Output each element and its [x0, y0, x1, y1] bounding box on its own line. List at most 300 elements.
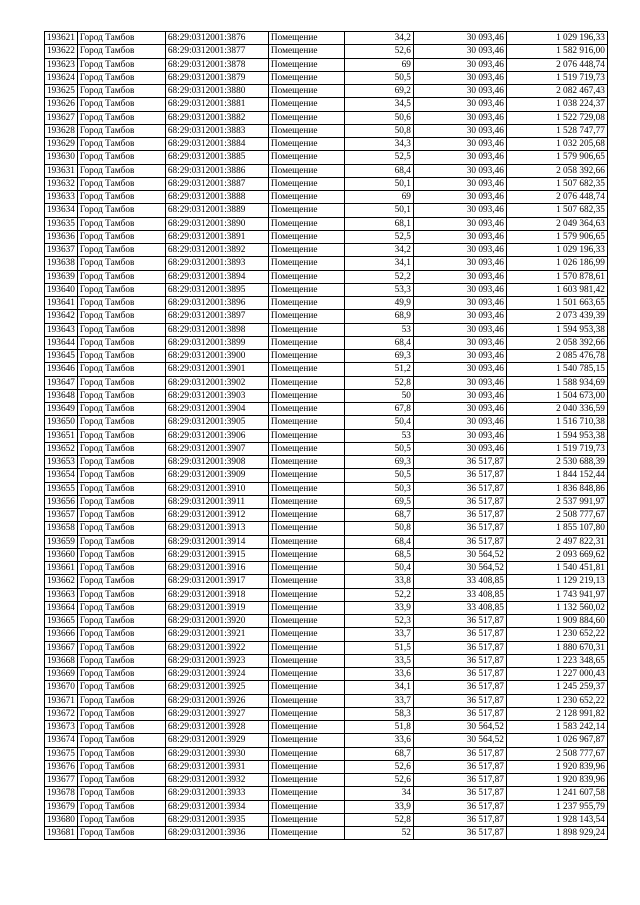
unit-price-cell: 30 564,52: [413, 548, 506, 561]
city-cell: Город Тамбов: [77, 416, 165, 429]
object-type-cell: Помещение: [268, 575, 344, 588]
cadastral-number-cell: 68:29:0312001:3915: [165, 548, 268, 561]
total-value-cell: 1 880 670,31: [506, 641, 607, 654]
object-type-cell: Помещение: [268, 98, 344, 111]
object-type-cell: Помещение: [268, 257, 344, 270]
table-row: [45, 85, 608, 98]
unit-price-cell: 30 093,46: [413, 297, 506, 310]
cadastral-number-cell: 68:29:0312001:3891: [165, 230, 268, 243]
row-number-cell: 193639: [45, 270, 78, 283]
area-cell: 33,7: [344, 628, 413, 641]
object-type-cell: Помещение: [268, 641, 344, 654]
object-type-cell: Помещение: [268, 230, 344, 243]
unit-price-cell: 30 093,46: [413, 363, 506, 376]
table-row: [45, 350, 608, 363]
table-row: [45, 244, 608, 257]
area-cell: 50,5: [344, 469, 413, 482]
city-cell: Город Тамбов: [77, 389, 165, 402]
area-cell: 52,3: [344, 615, 413, 628]
city-cell: Город Тамбов: [77, 535, 165, 548]
property-table: [44, 31, 608, 840]
area-cell: 68,7: [344, 509, 413, 522]
object-type-cell: Помещение: [268, 164, 344, 177]
table-row: [45, 509, 608, 522]
row-number-cell: 193659: [45, 535, 78, 548]
table-row: [45, 601, 608, 614]
city-cell: Город Тамбов: [77, 694, 165, 707]
object-type-cell: Помещение: [268, 58, 344, 71]
area-cell: 68,9: [344, 310, 413, 323]
total-value-cell: 1 594 953,38: [506, 429, 607, 442]
row-number-cell: 193652: [45, 442, 78, 455]
unit-price-cell: 36 517,87: [413, 774, 506, 787]
total-value-cell: 2 508 777,67: [506, 747, 607, 760]
unit-price-cell: 33 408,85: [413, 575, 506, 588]
row-number-cell: 193655: [45, 482, 78, 495]
row-number-cell: 193630: [45, 151, 78, 164]
city-cell: Город Тамбов: [77, 827, 165, 840]
table-row: [45, 416, 608, 429]
table-row: [45, 138, 608, 151]
table-row: [45, 628, 608, 641]
object-type-cell: Помещение: [268, 588, 344, 601]
total-value-cell: 1 579 906,65: [506, 151, 607, 164]
table-body: [45, 32, 608, 840]
cadastral-number-cell: 68:29:0312001:3883: [165, 124, 268, 137]
object-type-cell: Помещение: [268, 747, 344, 760]
unit-price-cell: 30 093,46: [413, 204, 506, 217]
area-cell: 33,6: [344, 668, 413, 681]
table-row: [45, 694, 608, 707]
unit-price-cell: 30 093,46: [413, 336, 506, 349]
area-cell: 34,1: [344, 257, 413, 270]
cadastral-number-cell: 68:29:0312001:3924: [165, 668, 268, 681]
table-row: [45, 32, 608, 45]
table-row: [45, 124, 608, 137]
table-row: [45, 177, 608, 190]
table-row: [45, 668, 608, 681]
object-type-cell: Помещение: [268, 495, 344, 508]
cadastral-number-cell: 68:29:0312001:3932: [165, 774, 268, 787]
row-number-cell: 193645: [45, 350, 78, 363]
area-cell: 33,9: [344, 800, 413, 813]
cadastral-number-cell: 68:29:0312001:3918: [165, 588, 268, 601]
unit-price-cell: 36 517,87: [413, 747, 506, 760]
object-type-cell: Помещение: [268, 204, 344, 217]
unit-price-cell: 36 517,87: [413, 535, 506, 548]
row-number-cell: 193643: [45, 323, 78, 336]
row-number-cell: 193674: [45, 734, 78, 747]
city-cell: Город Тамбов: [77, 681, 165, 694]
object-type-cell: Помещение: [268, 615, 344, 628]
object-type-cell: Помещение: [268, 562, 344, 575]
row-number-cell: 193664: [45, 601, 78, 614]
total-value-cell: 1 230 652,22: [506, 694, 607, 707]
row-number-cell: 193627: [45, 111, 78, 124]
area-cell: 52,6: [344, 760, 413, 773]
total-value-cell: 1 026 967,87: [506, 734, 607, 747]
row-number-cell: 193636: [45, 230, 78, 243]
area-cell: 50,5: [344, 442, 413, 455]
unit-price-cell: 30 093,46: [413, 111, 506, 124]
city-cell: Город Тамбов: [77, 615, 165, 628]
unit-price-cell: 30 564,52: [413, 562, 506, 575]
city-cell: Город Тамбов: [77, 204, 165, 217]
area-cell: 33,5: [344, 654, 413, 667]
total-value-cell: 1 132 560,02: [506, 601, 607, 614]
city-cell: Город Тамбов: [77, 654, 165, 667]
city-cell: Город Тамбов: [77, 297, 165, 310]
unit-price-cell: 36 517,87: [413, 469, 506, 482]
cadastral-number-cell: 68:29:0312001:3884: [165, 138, 268, 151]
cadastral-number-cell: 68:29:0312001:3911: [165, 495, 268, 508]
table-row: [45, 469, 608, 482]
city-cell: Город Тамбов: [77, 124, 165, 137]
city-cell: Город Тамбов: [77, 721, 165, 734]
object-type-cell: Помещение: [268, 721, 344, 734]
cadastral-number-cell: 68:29:0312001:3900: [165, 350, 268, 363]
row-number-cell: 193662: [45, 575, 78, 588]
area-cell: 52: [344, 827, 413, 840]
area-cell: 33,9: [344, 601, 413, 614]
city-cell: Город Тамбов: [77, 522, 165, 535]
area-cell: 34,2: [344, 244, 413, 257]
area-cell: 52,6: [344, 45, 413, 58]
cadastral-number-cell: 68:29:0312001:3919: [165, 601, 268, 614]
row-number-cell: 193628: [45, 124, 78, 137]
city-cell: Город Тамбов: [77, 575, 165, 588]
area-cell: 34,2: [344, 32, 413, 45]
unit-price-cell: 30 093,46: [413, 85, 506, 98]
cadastral-number-cell: 68:29:0312001:3885: [165, 151, 268, 164]
cadastral-number-cell: 68:29:0312001:3912: [165, 509, 268, 522]
object-type-cell: Помещение: [268, 668, 344, 681]
object-type-cell: Помещение: [268, 151, 344, 164]
cadastral-number-cell: 68:29:0312001:3926: [165, 694, 268, 707]
city-cell: Город Тамбов: [77, 588, 165, 601]
area-cell: 68,7: [344, 747, 413, 760]
object-type-cell: Помещение: [268, 217, 344, 230]
unit-price-cell: 30 093,46: [413, 45, 506, 58]
area-cell: 50,4: [344, 562, 413, 575]
cadastral-number-cell: 68:29:0312001:3904: [165, 403, 268, 416]
cadastral-number-cell: 68:29:0312001:3931: [165, 760, 268, 773]
row-number-cell: 193644: [45, 336, 78, 349]
unit-price-cell: 30 093,46: [413, 164, 506, 177]
unit-price-cell: 30 093,46: [413, 442, 506, 455]
unit-price-cell: 30 093,46: [413, 376, 506, 389]
area-cell: 34,5: [344, 98, 413, 111]
total-value-cell: 2 076 448,74: [506, 191, 607, 204]
object-type-cell: Помещение: [268, 363, 344, 376]
unit-price-cell: 36 517,87: [413, 813, 506, 826]
area-cell: 69,3: [344, 350, 413, 363]
unit-price-cell: 30 093,46: [413, 416, 506, 429]
total-value-cell: 1 603 981,42: [506, 283, 607, 296]
table-row: [45, 774, 608, 787]
unit-price-cell: 30 093,46: [413, 270, 506, 283]
row-number-cell: 193666: [45, 628, 78, 641]
area-cell: 53: [344, 323, 413, 336]
object-type-cell: Помещение: [268, 191, 344, 204]
object-type-cell: Помещение: [268, 787, 344, 800]
cadastral-number-cell: 68:29:0312001:3913: [165, 522, 268, 535]
cadastral-number-cell: 68:29:0312001:3933: [165, 787, 268, 800]
city-cell: Город Тамбов: [77, 601, 165, 614]
area-cell: 53: [344, 429, 413, 442]
area-cell: 69: [344, 191, 413, 204]
table-row: [45, 654, 608, 667]
table-row: [45, 58, 608, 71]
total-value-cell: 1 844 152,44: [506, 469, 607, 482]
city-cell: Город Тамбов: [77, 177, 165, 190]
object-type-cell: Помещение: [268, 336, 344, 349]
unit-price-cell: 33 408,85: [413, 588, 506, 601]
cadastral-number-cell: 68:29:0312001:3877: [165, 45, 268, 58]
row-number-cell: 193676: [45, 760, 78, 773]
table-row: [45, 164, 608, 177]
table-row: [45, 575, 608, 588]
row-number-cell: 193667: [45, 641, 78, 654]
row-number-cell: 193677: [45, 774, 78, 787]
total-value-cell: 1 594 953,38: [506, 323, 607, 336]
cadastral-number-cell: 68:29:0312001:3887: [165, 177, 268, 190]
total-value-cell: 1 920 839,96: [506, 774, 607, 787]
object-type-cell: Помещение: [268, 548, 344, 561]
row-number-cell: 193671: [45, 694, 78, 707]
unit-price-cell: 30 093,46: [413, 310, 506, 323]
object-type-cell: Помещение: [268, 297, 344, 310]
row-number-cell: 193646: [45, 363, 78, 376]
row-number-cell: 193656: [45, 495, 78, 508]
city-cell: Город Тамбов: [77, 32, 165, 45]
row-number-cell: 193631: [45, 164, 78, 177]
total-value-cell: 1 029 196,33: [506, 244, 607, 257]
object-type-cell: Помещение: [268, 813, 344, 826]
unit-price-cell: 33 408,85: [413, 601, 506, 614]
table-row: [45, 787, 608, 800]
total-value-cell: 1 582 916,00: [506, 45, 607, 58]
unit-price-cell: 30 093,46: [413, 177, 506, 190]
total-value-cell: 1 579 906,65: [506, 230, 607, 243]
area-cell: 69,2: [344, 85, 413, 98]
unit-price-cell: 36 517,87: [413, 522, 506, 535]
row-number-cell: 193668: [45, 654, 78, 667]
cadastral-number-cell: 68:29:0312001:3935: [165, 813, 268, 826]
object-type-cell: Помещение: [268, 522, 344, 535]
object-type-cell: Помещение: [268, 270, 344, 283]
total-value-cell: 2 537 991,97: [506, 495, 607, 508]
cadastral-number-cell: 68:29:0312001:3882: [165, 111, 268, 124]
row-number-cell: 193640: [45, 283, 78, 296]
total-value-cell: 1 836 848,86: [506, 482, 607, 495]
row-number-cell: 193625: [45, 85, 78, 98]
row-number-cell: 193629: [45, 138, 78, 151]
row-number-cell: 193624: [45, 71, 78, 84]
unit-price-cell: 30 564,52: [413, 734, 506, 747]
row-number-cell: 193635: [45, 217, 78, 230]
table-row: [45, 363, 608, 376]
area-cell: 50,6: [344, 111, 413, 124]
total-value-cell: 1 026 186,99: [506, 257, 607, 270]
unit-price-cell: 30 093,46: [413, 124, 506, 137]
unit-price-cell: 30 093,46: [413, 403, 506, 416]
table-row: [45, 297, 608, 310]
unit-price-cell: 36 517,87: [413, 654, 506, 667]
total-value-cell: 1 540 451,81: [506, 562, 607, 575]
cadastral-number-cell: 68:29:0312001:3876: [165, 32, 268, 45]
city-cell: Город Тамбов: [77, 734, 165, 747]
total-value-cell: 1 032 205,68: [506, 138, 607, 151]
city-cell: Город Тамбов: [77, 350, 165, 363]
cadastral-number-cell: 68:29:0312001:3896: [165, 297, 268, 310]
total-value-cell: 1 855 107,80: [506, 522, 607, 535]
city-cell: Город Тамбов: [77, 138, 165, 151]
area-cell: 50,8: [344, 522, 413, 535]
table-row: [45, 827, 608, 840]
table-row: [45, 270, 608, 283]
unit-price-cell: 30 093,46: [413, 389, 506, 402]
city-cell: Город Тамбов: [77, 217, 165, 230]
cadastral-number-cell: 68:29:0312001:3934: [165, 800, 268, 813]
object-type-cell: Помещение: [268, 32, 344, 45]
area-cell: 68,5: [344, 548, 413, 561]
unit-price-cell: 36 517,87: [413, 707, 506, 720]
area-cell: 50: [344, 389, 413, 402]
total-value-cell: 1 540 785,15: [506, 363, 607, 376]
table-row: [45, 707, 608, 720]
city-cell: Город Тамбов: [77, 429, 165, 442]
table-row: [45, 217, 608, 230]
table-row: [45, 760, 608, 773]
city-cell: Город Тамбов: [77, 323, 165, 336]
total-value-cell: 2 040 336,59: [506, 403, 607, 416]
row-number-cell: 193650: [45, 416, 78, 429]
city-cell: Город Тамбов: [77, 71, 165, 84]
table-row: [45, 389, 608, 402]
row-number-cell: 193665: [45, 615, 78, 628]
unit-price-cell: 36 517,87: [413, 628, 506, 641]
unit-price-cell: 30 093,46: [413, 191, 506, 204]
total-value-cell: 1 583 242,14: [506, 721, 607, 734]
table-row: [45, 403, 608, 416]
area-cell: 50,1: [344, 177, 413, 190]
table-row: [45, 813, 608, 826]
object-type-cell: Помещение: [268, 827, 344, 840]
object-type-cell: Помещение: [268, 482, 344, 495]
row-number-cell: 193633: [45, 191, 78, 204]
unit-price-cell: 36 517,87: [413, 787, 506, 800]
cadastral-number-cell: 68:29:0312001:3880: [165, 85, 268, 98]
object-type-cell: Помещение: [268, 800, 344, 813]
unit-price-cell: 30 093,46: [413, 230, 506, 243]
table-row: [45, 482, 608, 495]
table-row: [45, 734, 608, 747]
total-value-cell: 1 588 934,69: [506, 376, 607, 389]
city-cell: Город Тамбов: [77, 509, 165, 522]
city-cell: Город Тамбов: [77, 800, 165, 813]
object-type-cell: Помещение: [268, 71, 344, 84]
city-cell: Город Тамбов: [77, 111, 165, 124]
city-cell: Город Тамбов: [77, 164, 165, 177]
object-type-cell: Помещение: [268, 376, 344, 389]
row-number-cell: 193641: [45, 297, 78, 310]
unit-price-cell: 30 093,46: [413, 429, 506, 442]
object-type-cell: Помещение: [268, 760, 344, 773]
city-cell: Город Тамбов: [77, 270, 165, 283]
cadastral-number-cell: 68:29:0312001:3920: [165, 615, 268, 628]
row-number-cell: 193672: [45, 707, 78, 720]
cadastral-number-cell: 68:29:0312001:3907: [165, 442, 268, 455]
unit-price-cell: 36 517,87: [413, 694, 506, 707]
city-cell: Город Тамбов: [77, 641, 165, 654]
row-number-cell: 193663: [45, 588, 78, 601]
object-type-cell: Помещение: [268, 628, 344, 641]
row-number-cell: 193622: [45, 45, 78, 58]
area-cell: 68,1: [344, 217, 413, 230]
area-cell: 49,9: [344, 297, 413, 310]
object-type-cell: Помещение: [268, 681, 344, 694]
unit-price-cell: 36 517,87: [413, 615, 506, 628]
area-cell: 68,4: [344, 535, 413, 548]
cadastral-number-cell: 68:29:0312001:3921: [165, 628, 268, 641]
table-row: [45, 747, 608, 760]
area-cell: 68,4: [344, 164, 413, 177]
city-cell: Город Тамбов: [77, 310, 165, 323]
city-cell: Город Тамбов: [77, 244, 165, 257]
cadastral-number-cell: 68:29:0312001:3895: [165, 283, 268, 296]
total-value-cell: 1 516 710,38: [506, 416, 607, 429]
object-type-cell: Помещение: [268, 138, 344, 151]
area-cell: 52,5: [344, 151, 413, 164]
object-type-cell: Помещение: [268, 124, 344, 137]
city-cell: Город Тамбов: [77, 45, 165, 58]
total-value-cell: 1 928 143,54: [506, 813, 607, 826]
area-cell: 69,3: [344, 456, 413, 469]
area-cell: 69,5: [344, 495, 413, 508]
row-number-cell: 193657: [45, 509, 78, 522]
unit-price-cell: 36 517,87: [413, 800, 506, 813]
total-value-cell: 1 245 259,37: [506, 681, 607, 694]
cadastral-number-cell: 68:29:0312001:3879: [165, 71, 268, 84]
total-value-cell: 1 029 196,33: [506, 32, 607, 45]
cadastral-number-cell: 68:29:0312001:3929: [165, 734, 268, 747]
unit-price-cell: 36 517,87: [413, 482, 506, 495]
object-type-cell: Помещение: [268, 654, 344, 667]
table-row: [45, 191, 608, 204]
cadastral-number-cell: 68:29:0312001:3909: [165, 469, 268, 482]
total-value-cell: 1 522 729,08: [506, 111, 607, 124]
unit-price-cell: 36 517,87: [413, 760, 506, 773]
total-value-cell: 1 909 884,60: [506, 615, 607, 628]
area-cell: 51,2: [344, 363, 413, 376]
area-cell: 50,3: [344, 482, 413, 495]
total-value-cell: 1 898 929,24: [506, 827, 607, 840]
table-row: [45, 562, 608, 575]
table-row: [45, 548, 608, 561]
object-type-cell: Помещение: [268, 389, 344, 402]
cadastral-number-cell: 68:29:0312001:3917: [165, 575, 268, 588]
object-type-cell: Помещение: [268, 310, 344, 323]
city-cell: Город Тамбов: [77, 442, 165, 455]
total-value-cell: 1 507 682,35: [506, 177, 607, 190]
unit-price-cell: 30 093,46: [413, 257, 506, 270]
cadastral-number-cell: 68:29:0312001:3930: [165, 747, 268, 760]
table-row: [45, 456, 608, 469]
object-type-cell: Помещение: [268, 509, 344, 522]
area-cell: 52,2: [344, 270, 413, 283]
cadastral-number-cell: 68:29:0312001:3881: [165, 98, 268, 111]
